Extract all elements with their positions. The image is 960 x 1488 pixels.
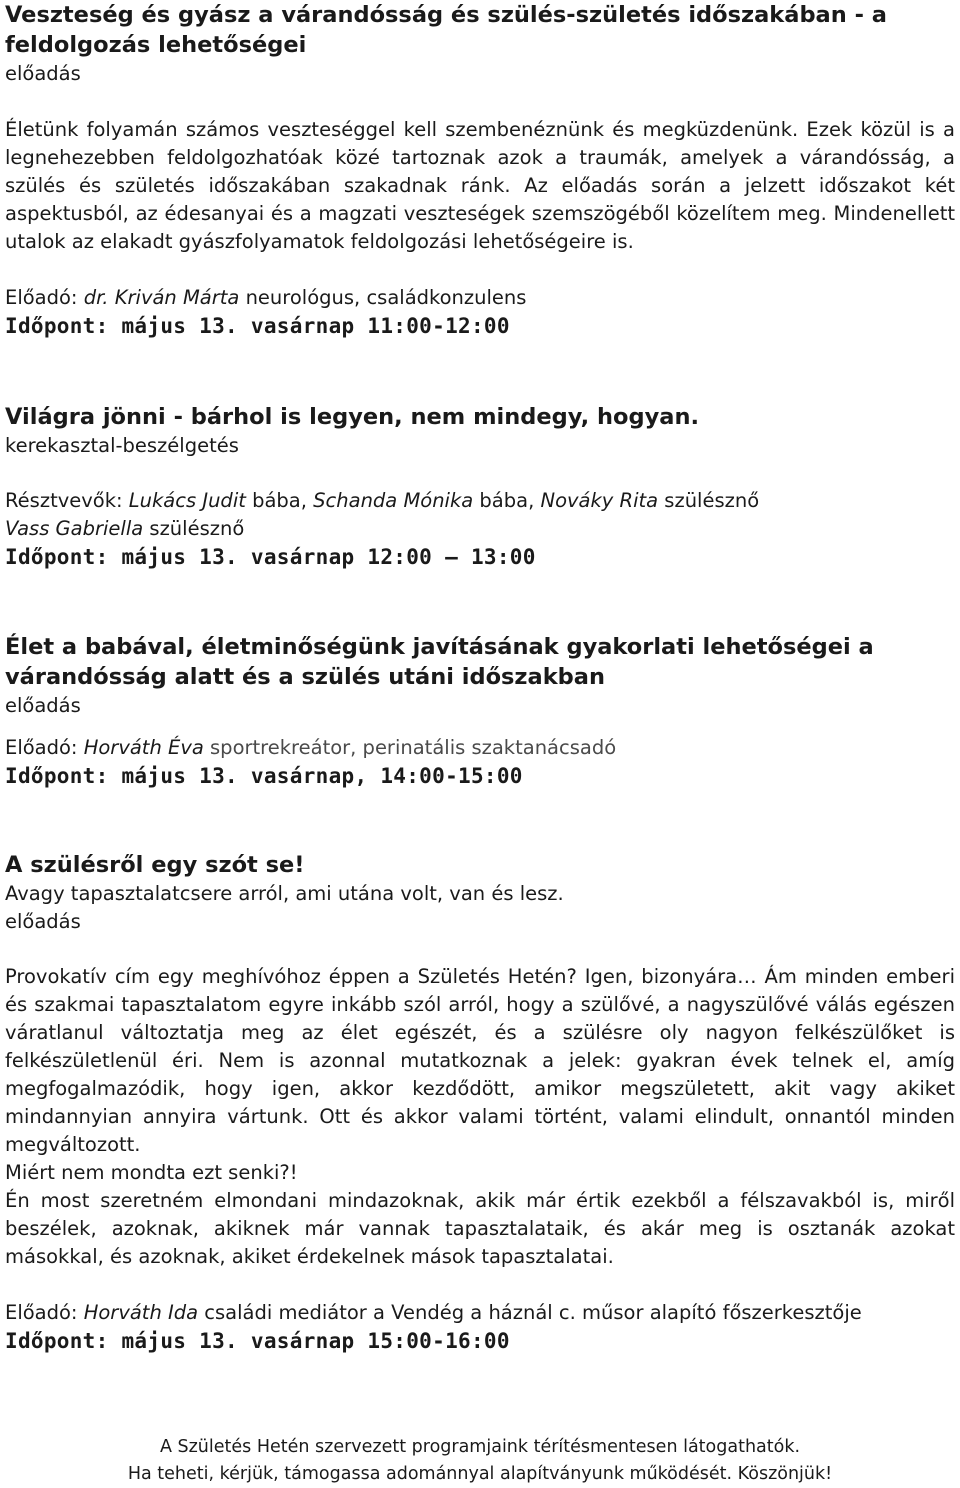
section4-paragraph-2: Miért nem mondta ezt senki?! <box>5 1161 298 1184</box>
speaker-role: sportrekreátor, perinatális szaktanácsadó <box>203 736 617 759</box>
footer-line-2: Ha teheti, kérjük, támogassa adománnyal alapítványunk működését. Köszönjük! <box>127 1464 833 1484</box>
section1-speaker <box>5 284 955 312</box>
speaker-name: Horváth Éva <box>83 736 204 759</box>
section2-type: kerekasztal-beszélgetés <box>5 434 239 457</box>
section1-paragraph-a: Életünk folyamán számos veszteséggel kell szembenéznünk és megküzdenünk. Ezek közül is a legnehezebben feldolgozhatóak közé tartoznak azok a traumák, amelyek a várandósság, a szülés és születés időszakában szakadnak ránk. <box>5 118 955 197</box>
participant-name: Lukács Judit <box>128 489 246 512</box>
section4-time: Időpont: május 13. vasárnap 15:00-16:00 <box>5 1329 510 1353</box>
section2-time: Időpont: május 13. vasárnap 12:00 – 13:00 <box>5 545 536 569</box>
section1-paragraph-b: Az előadás során a jelzett időszakot két aspektusból, az édesanyai és a magzati veszteségek szemszögéből közelítem meg. Mindenellett utalok az elakadt gyászfolyamatok feldolgozási lehetőségeire is. <box>5 174 955 253</box>
section4-paragraph-1: Provokatív cím egy meghívóhoz éppen a Születés Hetén? Igen, bizonyára… Ám minden emberi és szakmai tapasztalatom egyre inkább szól arról, hogy a szülővé, a nagyszülővé válás egészen váratlanul változtatja meg az élet egészét, és a szülésre oly nagyon felkészülőket is felkészületlenül éri. Nem is azonnal mutatkoznak a jelek: gyakran évek telnek el, amíg megfogalmazódik, hogy igen, akkor kezdődött, amikor megszületett, akit vagy akiket mindannyian annyira vártunk. Ott és akkor valami történt, valami elindult, onnantól minden megváltozott. <box>5 965 955 1156</box>
speaker-label: Előadó: <box>5 1301 84 1324</box>
section2-title: Világra jönni - bárhol is legyen, nem mindegy, hogyan. <box>5 404 700 430</box>
participant-name: Nováky Rita <box>540 489 659 512</box>
participant-role: bába, <box>473 489 541 512</box>
speaker-label: Előadó: <box>5 286 84 309</box>
participant-name: Schanda Mónika <box>313 489 474 512</box>
participant-name: Vass Gabriella <box>5 517 144 540</box>
section4-speaker <box>5 1299 955 1327</box>
section1-intro <box>5 116 955 256</box>
speaker-role: neurológus, családkonzulens <box>239 286 527 309</box>
speaker-name: Horváth Ida <box>83 1301 199 1324</box>
section4-subtitle: Avagy tapasztalatcsere arról, ami utána volt, van és lesz. <box>5 882 564 905</box>
section1-time: Időpont: május 13. vasárnap 11:00-12:00 <box>5 314 510 338</box>
speaker-name: Kriván Márta <box>114 286 240 309</box>
section3-type: előadás <box>5 694 81 717</box>
section4-type: előadás <box>5 910 81 933</box>
speaker-label: Előadó: <box>5 736 84 759</box>
participant-role: szülésznő <box>658 489 760 512</box>
participants-label: Résztvevők: <box>5 489 129 512</box>
footer-line-1: A Születés Hetén szervezett programjaink térítésmentesen látogathatók. <box>159 1437 801 1457</box>
speaker-title: dr. <box>83 286 115 309</box>
section3-title: Élet a babával, életminőségünk javításának gyakorlati lehetőségei a várandósság alatt és a szülés utáni időszakban <box>5 634 874 690</box>
participant-role: szülésznő <box>143 517 245 540</box>
section2-participants-line2 <box>5 515 955 543</box>
participant-role: bába, <box>245 489 314 512</box>
speaker-role: családi mediátor a Vendég a háznál c. műsor alapító főszerkesztője <box>198 1301 862 1324</box>
section4-title: A szülésről egy szót se! <box>5 852 305 878</box>
section3-speaker <box>5 734 955 762</box>
section1-title: Veszteség és gyász a várandósság és szülés-születés időszakában - a feldolgozás lehetőségei <box>5 2 887 58</box>
section1-type: előadás <box>5 62 81 85</box>
section4-paragraph-3: Én most szeretném elmondani mindazoknak, akik már értik ezekből a félszavakból is, miről beszélek, azoknak, akiknek már vannak tapasztalataik, és akár meg is osztanák azokat másokkal, és azoknak, akiket érdekelnek mások tapasztalatai. <box>5 1189 955 1268</box>
section3-time: Időpont: május 13. vasárnap, 14:00-15:00 <box>5 764 523 788</box>
section2-participants <box>5 487 955 515</box>
